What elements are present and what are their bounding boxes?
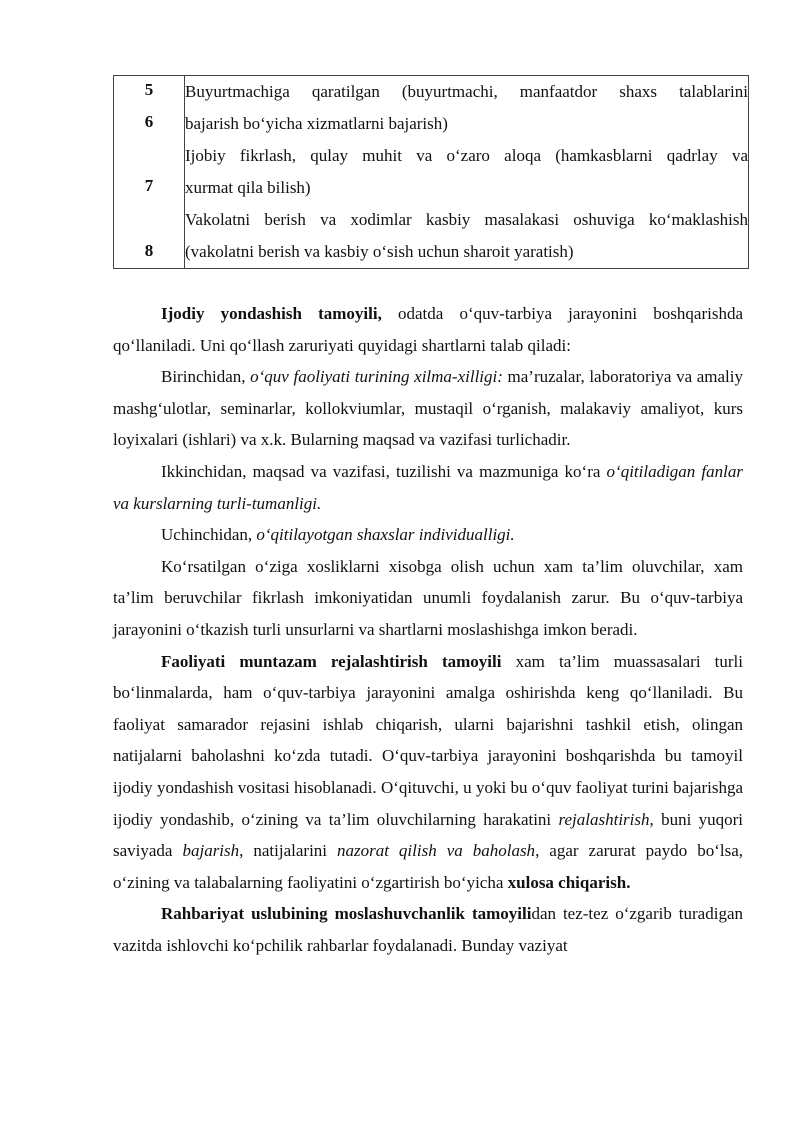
row-number: 5 <box>144 80 154 99</box>
principles-table <box>113 75 749 269</box>
paragraph-third <box>113 519 743 551</box>
paragraph-first <box>113 361 743 456</box>
table-row <box>114 76 749 269</box>
paragraph-text: ma’ruzalar, laboratoriya va amaliy mashg‘ulotlar, seminarlar, kollokviumlar, mustaqil o‘rganish, malakaviy amaliyot, kurs loyixalari (ishlari) va x.k. Bularning maqsad va vazifasi turlichadir. <box>113 367 743 450</box>
table-cell-line: Buyurtmachiga qaratilgan (buyurtmachi, manfaatdor shaxs talablarini <box>185 82 748 101</box>
paragraph-text: Ikkinchidan, maqsad va vazifasi, tuzilishi va mazmuniga ko‘ra <box>161 461 607 481</box>
description-column <box>185 76 749 269</box>
table-cell-line: Vakolatni berish va xodimlar kasbiy masalakasi oshuviga ko‘maklashish <box>185 210 748 229</box>
emphasis-text: rejalashtirish <box>558 809 650 829</box>
paragraph-second <box>113 456 743 519</box>
row-number: 6 <box>144 112 154 131</box>
paragraph-text: , agar zarurat paydo bo‘lsa, o‘zining va talabalarning faoliyatini o‘zgartirish bo‘yicha <box>113 841 743 892</box>
emphasis-text: o‘quv faoliyati turining xilma-xilligi: <box>250 367 503 387</box>
paragraph-features: Ko‘rsatilgan o‘ziga xosliklarni xisobga olish uchun xam ta’lim oluvchilar, xam ta’lim beruvchilar fikrlash imkoniyatidan unumli foydalanish zarur. Bu o‘quv-tarbiya jarayonini o‘tkazish turli unsurlarni va shartlarni moslashishga imkon beradi. <box>113 556 743 639</box>
principle-title: Ijodiy yondashish tamoyili, <box>161 304 382 323</box>
bold-text: xulosa chiqarish. <box>507 872 631 892</box>
paragraph-text: xam ta’lim muassasalari turli bo‘linmalarda, ham o‘quv-tarbiya jarayonini amalga oshirishda keng qo‘llaniladi. Bu faoliyat samarador rejasini ishlab chiqarish, ularni bajarishni tashkil etish, olingan natijalarni baholashni ko‘zda tutadi. O‘quv-tarbiya jarayonini boshqarishda bu tamoyil ijodiy yondashish vositasi hisoblanadi. O‘qituvchi, u yoki bu o‘quv faoliyat turini bajarishga ijodiy yondashib, o‘zining va ta’lim oluvchilarning harakatini <box>113 651 743 829</box>
emphasis-text: nazorat qilish va baholash <box>337 841 536 861</box>
table-cell-line: bajarish bo‘yicha xizmatlarni bajarish) <box>185 114 448 133</box>
number-column <box>114 76 185 269</box>
paragraph-text: Uchinchidan, <box>161 525 257 545</box>
emphasis-text: o‘qitiladigan fanlar va kurslarning turli-tumanligi. <box>113 461 743 513</box>
table-cell-line: xurmat qila bilish) <box>185 178 311 197</box>
table-cell-line: Ijobiy fikrlash, qulay muhit va o‘zaro aloqa (hamkasblarni qadrlay va <box>185 146 748 165</box>
table-cell-line: (vakolatni berish va kasbiy o‘sish uchun sharoit yaratish) <box>185 242 574 261</box>
row-number: 8 <box>144 241 154 260</box>
principle-title: Rahbariyat uslubining moslashuvchanlik tamoyili <box>161 904 532 924</box>
emphasis-text: o‘qitilayotgan shaxslar individualligi. <box>256 525 515 545</box>
paragraph-creative-approach <box>113 298 743 361</box>
paragraph-text: odatda o‘quv-tarbiya jarayonini boshqarishda qo‘llaniladi. Uni qo‘llash zaruriyati quyidagi shartlarni talab qiladi: <box>113 304 743 355</box>
paragraph-text: Birinchidan, <box>161 367 251 387</box>
paragraph-text: , natijalarini <box>239 841 337 861</box>
emphasis-text: bajarish <box>182 841 240 861</box>
paragraph-planning <box>113 646 743 899</box>
body-text <box>113 298 743 961</box>
principle-title: Faoliyati muntazam rejalashtirish tamoyili <box>161 651 502 671</box>
paragraph-text: , buni yuqori saviyada <box>113 809 744 861</box>
paragraph-text: dan tez-tez o‘zgarib turadigan vazitda ishlovchi ko‘pchilik rahbarlar foydalanadi. Bunday vaziyat <box>113 904 743 955</box>
row-number: 7 <box>144 176 154 195</box>
paragraph-flexibility <box>113 898 743 961</box>
